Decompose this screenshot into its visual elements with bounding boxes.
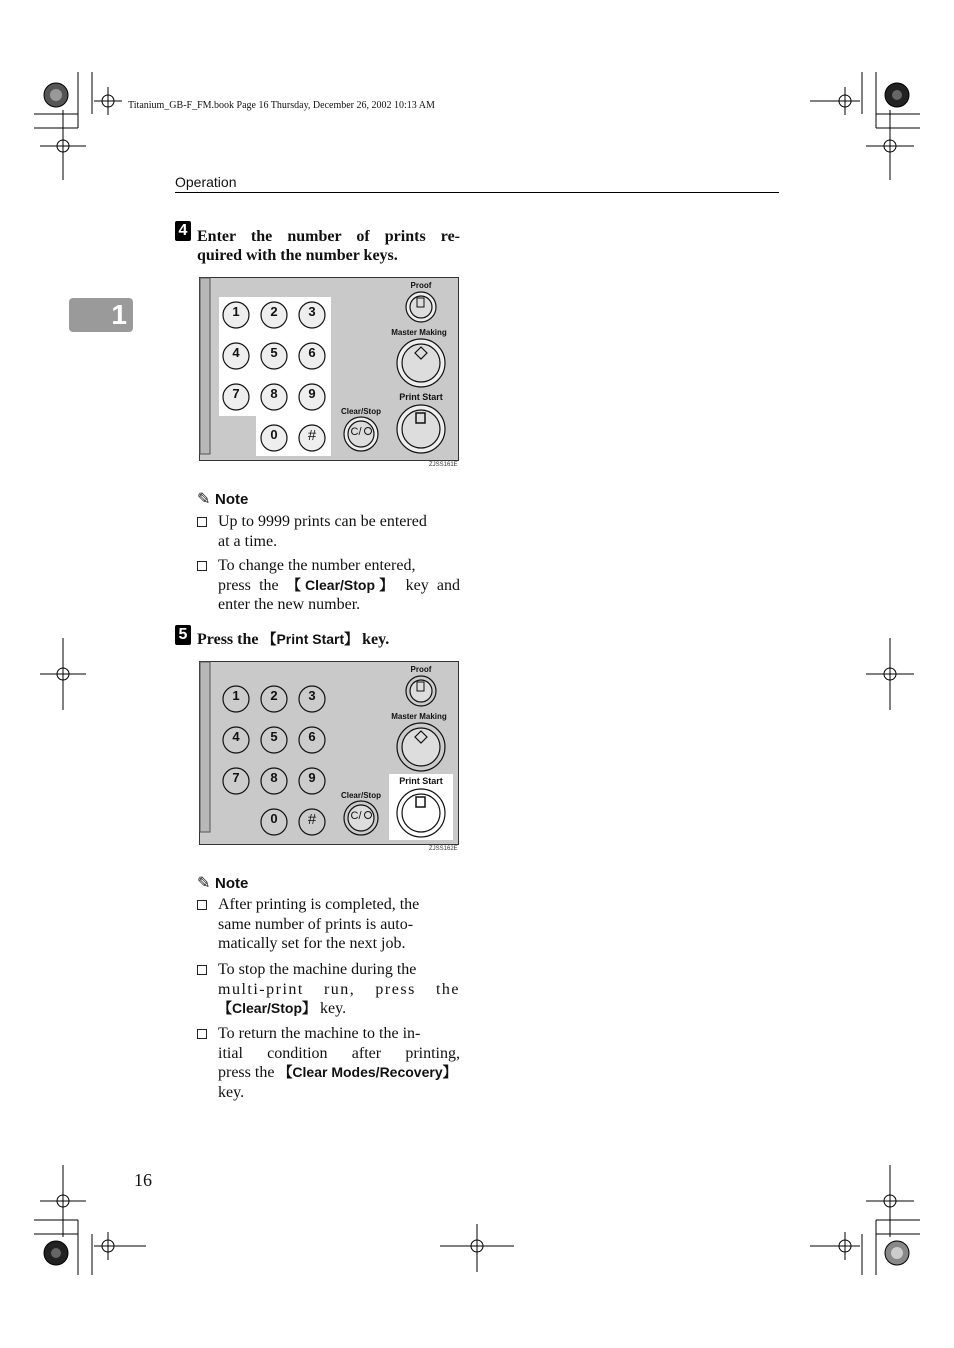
- key-7: 7: [232, 386, 240, 401]
- note-line: matically set for the next job.: [218, 935, 406, 952]
- pencil-icon: ✎: [197, 875, 211, 892]
- key-0: 0: [270, 811, 278, 826]
- key-9: 9: [308, 386, 316, 401]
- key-hash: #: [307, 811, 317, 828]
- figure-code: ZJSS161E: [429, 462, 458, 468]
- key-2: 2: [270, 688, 278, 703]
- clear-stop-symbol: C/: [350, 810, 362, 822]
- key-3: 3: [308, 688, 316, 703]
- checkbox-icon: [197, 517, 207, 527]
- note-line: at a time.: [218, 532, 278, 550]
- clear-stop-symbol: C/: [350, 426, 362, 438]
- note-text: key and: [397, 576, 461, 594]
- clear-stop-key-label: 【Clear/Stop】: [218, 1000, 317, 1016]
- note-item: [197, 960, 460, 1019]
- key-9: 9: [308, 770, 316, 785]
- note-line: [218, 1063, 460, 1083]
- note-item: [197, 512, 460, 551]
- note-line: Up to 9999 prints can be entered: [218, 513, 427, 530]
- step-number: 5: [175, 625, 191, 645]
- clear-modes-recovery-key-label: 【Clear Modes/Recovery】: [278, 1064, 457, 1080]
- step-text-part: Press the: [197, 631, 263, 648]
- master-making-label: Master Making: [391, 712, 447, 721]
- key-4: 4: [232, 729, 240, 744]
- key-8: 8: [270, 770, 278, 785]
- checkbox-icon: [197, 900, 207, 910]
- key-2: 2: [270, 304, 278, 319]
- figure-code: ZJSS162E: [429, 846, 458, 852]
- note-line: [218, 576, 460, 596]
- note-item: [197, 895, 460, 954]
- note-line: multi-print run, press the: [218, 980, 460, 998]
- key-1: 1: [232, 304, 240, 319]
- print-start-label: Print Start: [399, 392, 443, 402]
- key-6: 6: [308, 345, 316, 360]
- note-line: To stop the machine during the: [218, 961, 417, 978]
- step-text: [197, 227, 460, 265]
- clear-stop-label: Clear/Stop: [340, 407, 382, 416]
- key-4: 4: [232, 345, 240, 360]
- key-5: 5: [270, 345, 278, 360]
- step-text-line: Enter the number of prints re-: [197, 228, 460, 245]
- note-text: key.: [316, 1000, 347, 1017]
- note-text: press the: [218, 576, 287, 594]
- note-item: [197, 1024, 460, 1102]
- page-number: 16: [134, 1170, 152, 1190]
- note-line: enter the new number.: [218, 596, 361, 613]
- key-8: 8: [270, 386, 278, 401]
- note-title: Note: [215, 491, 249, 508]
- key-6: 6: [308, 729, 316, 744]
- header-rule: [175, 192, 779, 193]
- note-item: [197, 556, 460, 615]
- section-label: Operation: [175, 174, 237, 190]
- key-7: 7: [232, 770, 240, 785]
- checkbox-icon: [197, 1029, 207, 1039]
- key-5: 5: [270, 729, 278, 744]
- master-making-label: Master Making: [391, 328, 447, 337]
- print-start-label: Print Start: [399, 776, 443, 786]
- clear-stop-label: Clear/Stop: [340, 791, 382, 800]
- control-panel-figure: [199, 277, 459, 461]
- checkbox-icon: [197, 965, 207, 975]
- control-panel-figure: [199, 661, 459, 845]
- step-text-part: key.: [358, 631, 390, 648]
- note-text: press the: [218, 1064, 279, 1081]
- note-header: [197, 873, 248, 893]
- note-header: [197, 489, 248, 509]
- checkbox-icon: [197, 561, 207, 571]
- key-hash: #: [307, 427, 317, 444]
- print-start-key-label: 【Print Start】: [262, 631, 359, 647]
- clear-stop-key-label: 【Clear/Stop】: [286, 576, 398, 593]
- note-title: Note: [215, 875, 249, 892]
- proof-label: Proof: [410, 281, 432, 290]
- key-0: 0: [270, 427, 278, 442]
- note-line: same number of prints is auto-: [218, 915, 414, 933]
- note-line: key.: [218, 1083, 245, 1101]
- step-text-line: quired with the number keys.: [197, 247, 398, 264]
- note-line: To change the number entered,: [218, 557, 416, 574]
- chapter-tab: 1: [69, 298, 133, 332]
- step-number: 4: [175, 221, 191, 241]
- proof-label: Proof: [410, 665, 432, 674]
- note-line: After printing is completed, the: [218, 896, 420, 913]
- step-text: [197, 630, 389, 649]
- pencil-icon: ✎: [197, 491, 211, 508]
- key-3: 3: [308, 304, 316, 319]
- file-info: Titanium_GB-F_FM.book Page 16 Thursday, December 26, 2002 10:13 AM: [128, 100, 435, 111]
- note-line: [218, 999, 460, 1019]
- key-1: 1: [232, 688, 240, 703]
- note-line: To return the machine to the in-: [218, 1025, 421, 1042]
- note-line: itial condition after printing,: [218, 1044, 460, 1062]
